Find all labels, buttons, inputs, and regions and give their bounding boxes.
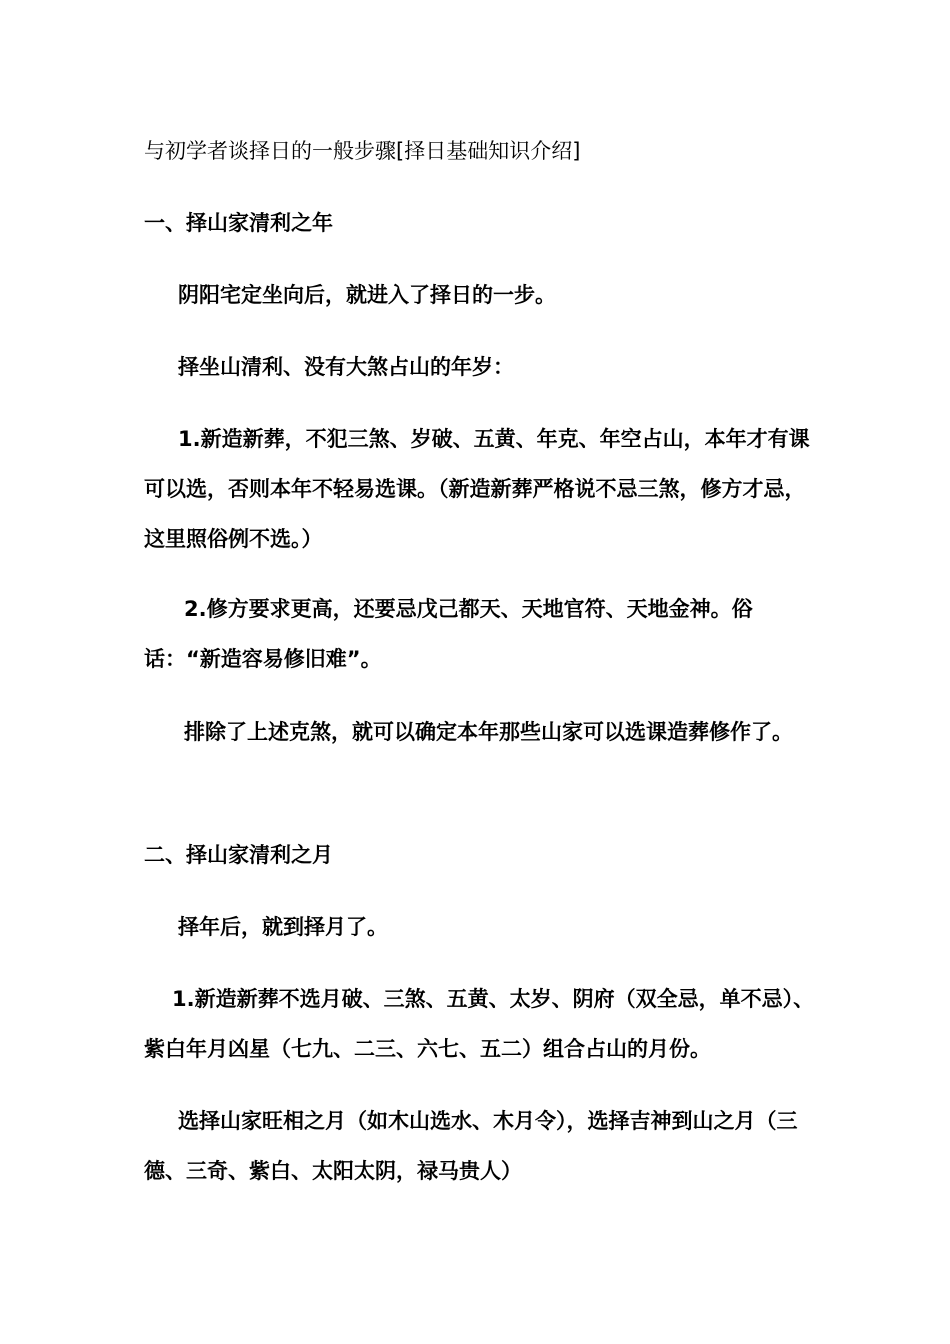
section-2-paragraph-3: 选择山家旺相之月（如木山选水、木月令），选择吉神到山之月（三德、三奇、紫白、太阳太阴，禄马贵人）: [144, 1109, 798, 1183]
section-2-paragraph-2: 1.新造新葬不选月破、三煞、五黄、太岁、阴府（双全忌，单不忌）、紫白年月凶星（七九、二三、六七、五二）组合占山的月份。: [144, 987, 815, 1061]
section-2-paragraph-1: 择年后，就到择月了。: [178, 915, 388, 939]
section-1-paragraph-5: 排除了上述克煞，就可以确定本年那些山家可以选课造葬修作了。: [184, 720, 793, 744]
document-title: 与初学者谈择日的一般步骤[择日基础知识介绍]: [144, 139, 581, 163]
section-2-heading: 二、择山家清利之月: [144, 843, 333, 867]
section-1-paragraph-4: 2.修方要求更高，还要忌戊己都天、天地官符、天地金神。俗话：“新造容易修旧难”。: [144, 597, 753, 671]
section-1-paragraph-1: 阴阳宅定坐向后，就进入了择日的一步。: [178, 283, 556, 307]
section-1-paragraph-3: 1.新造新葬，不犯三煞、岁破、五黄、年克、年空占山，本年才有课可以选，否则本年不轻易选课。（新造新葬严格说不忌三煞，修方才忌，这里照俗例不选。）: [144, 427, 810, 551]
section-1-heading: 一、择山家清利之年: [144, 211, 333, 235]
section-1-paragraph-2: 择坐山清利、没有大煞占山的年岁：: [178, 355, 514, 379]
